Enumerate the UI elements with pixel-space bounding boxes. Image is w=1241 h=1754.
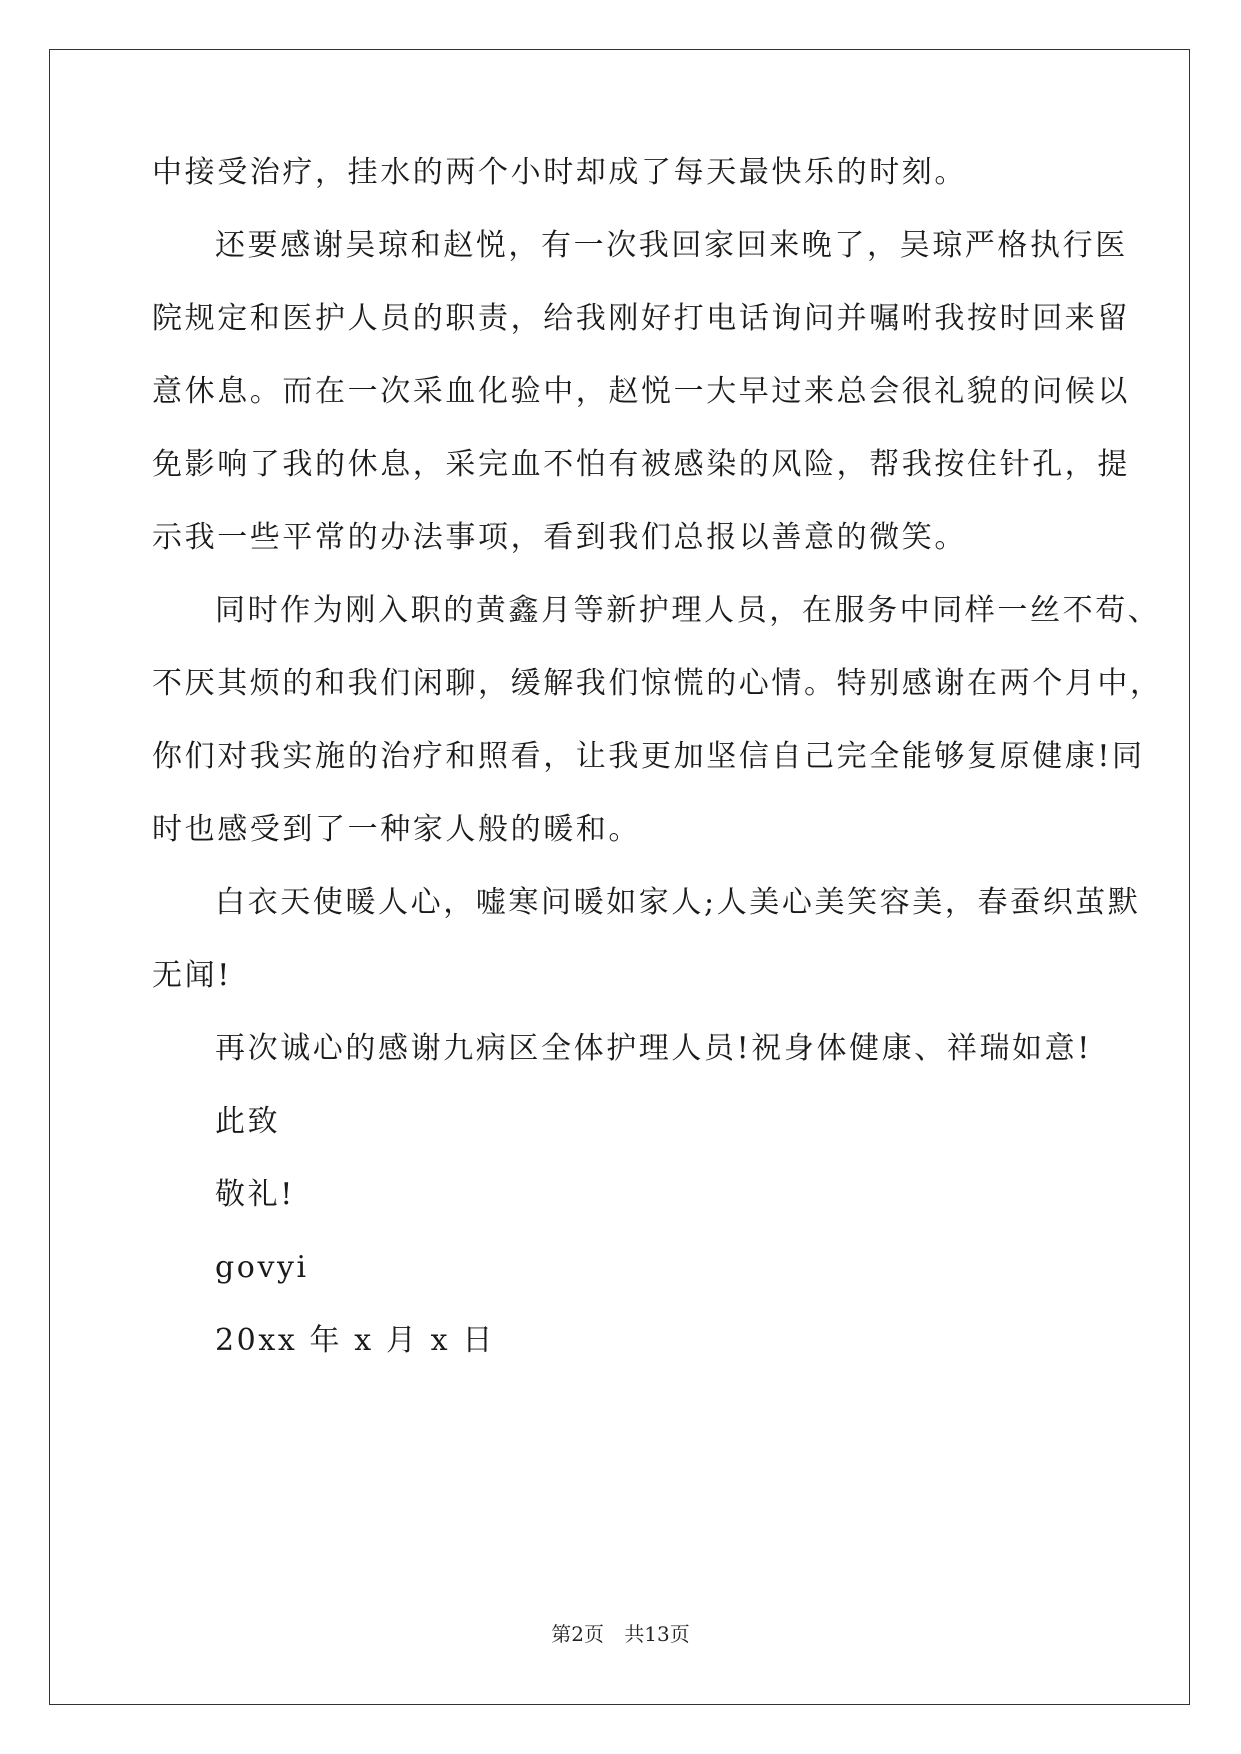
closing-line: 敬礼!	[215, 1177, 295, 1212]
body-line: 中接受治疗，挂水的两个小时却成了每天最快乐的时刻。	[152, 155, 967, 190]
page-frame	[49, 49, 1190, 1705]
body-line: 无闻!	[152, 958, 232, 993]
date-line: 20xx 年 x 月 x 日	[215, 1323, 495, 1358]
body-line: 还要感谢吴琼和赵悦，有一次我回家回来晚了，吴琼严格执行医	[215, 228, 1128, 263]
body-line: 院规定和医护人员的职责，给我刚好打电话询问并嘱咐我按时回来留	[152, 301, 1130, 336]
page-number: 第2页	[551, 1622, 604, 1646]
body-line: 时也感受到了一种家人般的暖和。	[152, 812, 641, 847]
body-line: 你们对我实施的治疗和照看，让我更加坚信自己完全能够复原健康!同	[152, 739, 1145, 774]
body-line: 意休息。而在一次采血化验中，赵悦一大早过来总会很礼貌的问候以	[152, 374, 1130, 409]
body-line: 免影响了我的休息，采完血不怕有被感染的风险，帮我按住针孔，提	[152, 447, 1130, 482]
body-line: 再次诚心的感谢九病区全体护理人员!祝身体健康、祥瑞如意!	[215, 1031, 1092, 1066]
body-line: 同时作为刚入职的黄鑫月等新护理人员，在服务中同样一丝不苟、	[215, 593, 1161, 628]
body-line: 白衣天使暖人心，嘘寒问暖如家人;人美心美笑容美，春蚕织茧默	[215, 885, 1141, 920]
body-line: 示我一些平常的办法事项，看到我们总报以善意的微笑。	[152, 520, 967, 555]
closing-line: 此致	[215, 1104, 281, 1139]
page-footer	[0, 1622, 1241, 1646]
signature-line: govyi	[215, 1250, 309, 1285]
body-line: 不厌其烦的和我们闲聊，缓解我们惊慌的心情。特别感谢在两个月中，	[152, 666, 1163, 701]
page-total: 共13页	[624, 1622, 690, 1646]
